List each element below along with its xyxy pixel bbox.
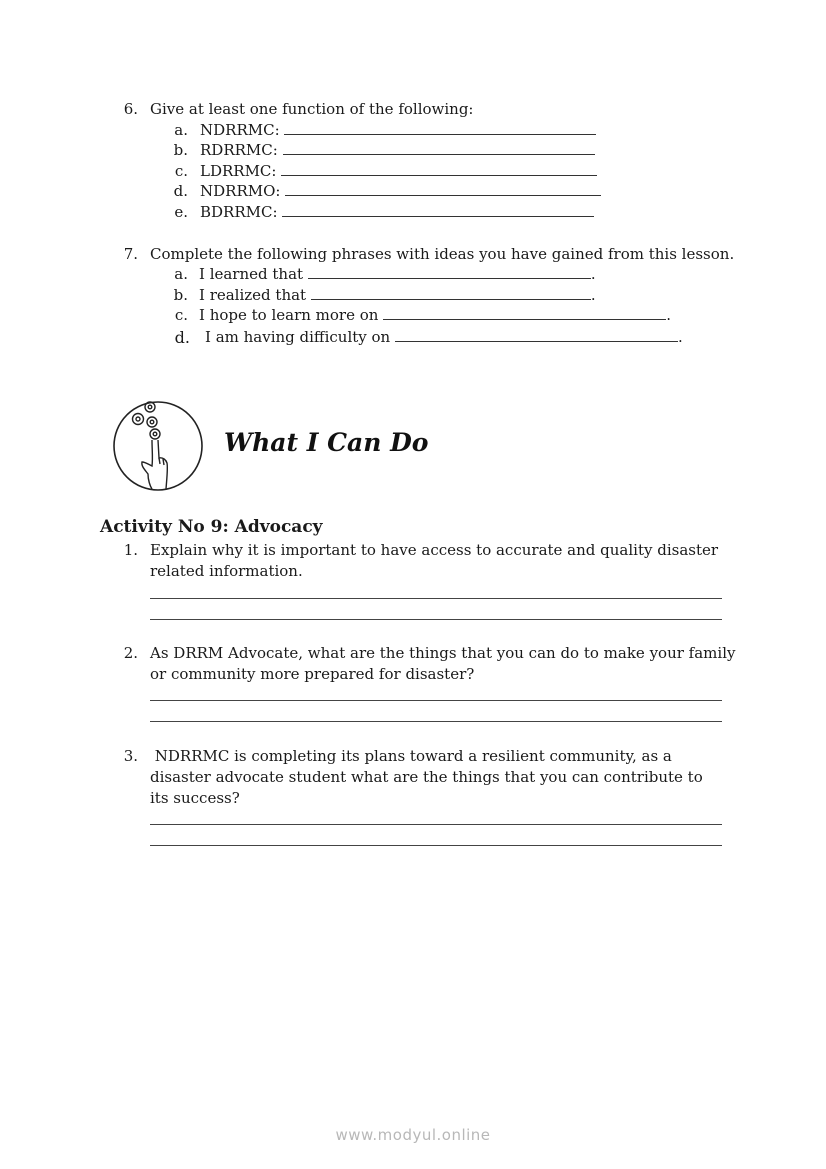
answer-line[interactable] xyxy=(150,619,722,620)
q7-item xyxy=(199,286,596,304)
q7-item-end: . xyxy=(590,265,596,283)
q6-item-label: LDRRMC: xyxy=(200,162,277,180)
q6-item-letter: b. xyxy=(173,141,188,159)
q7-item xyxy=(205,328,683,346)
q7-item-letter: b. xyxy=(173,286,188,304)
question-text: Explain why it is important to have access to accurate and quality disaster xyxy=(150,541,719,559)
q7-number: 7. xyxy=(123,245,138,263)
question-text: As DRRM Advocate, what are the things that you can do to make your family xyxy=(150,644,736,662)
answer-blank[interactable] xyxy=(281,162,597,176)
q6-item-letter: a. xyxy=(174,121,188,139)
q7-item-label: I hope to learn more on xyxy=(199,306,379,324)
q6-item-label: RDRRMC: xyxy=(200,141,278,159)
q6-item xyxy=(200,141,595,159)
q6-item-letter: e. xyxy=(174,203,188,221)
q7-prompt: Complete the following phrases with ideas you have gained from this lesson. xyxy=(150,245,735,263)
answer-line[interactable] xyxy=(150,598,722,599)
answer-line[interactable] xyxy=(150,845,722,846)
answer-blank[interactable] xyxy=(282,203,594,217)
q7-item xyxy=(199,265,596,283)
q7-item-letter: d. xyxy=(174,328,190,347)
question-text: its success? xyxy=(150,789,240,807)
answer-line[interactable] xyxy=(150,824,722,825)
q6-item-label: NDRRMO: xyxy=(200,182,281,200)
hand-gears-icon xyxy=(112,400,204,492)
q7-item-end: . xyxy=(666,306,671,324)
q7-item-label: I realized that xyxy=(199,286,307,304)
hand-gears-svg xyxy=(112,400,204,492)
answer-blank[interactable] xyxy=(395,328,678,342)
question-number: 1. xyxy=(123,541,138,559)
question-number: 3. xyxy=(123,747,138,765)
q7-item xyxy=(199,306,671,324)
question-number: 2. xyxy=(123,644,138,662)
q7-item-label: I am having difficulty on xyxy=(205,328,391,346)
q6-item xyxy=(200,203,594,221)
question-text: related information. xyxy=(150,562,303,580)
q6-prompt: Give at least one function of the following: xyxy=(150,100,474,118)
q7-item-letter: c. xyxy=(174,306,188,324)
q7-item-end: . xyxy=(678,328,683,346)
activity-title: Activity No 9: Advocacy xyxy=(100,517,323,537)
answer-blank[interactable] xyxy=(284,121,596,135)
watermark: www.modyul.online xyxy=(335,1126,491,1144)
q6-item-label: NDRRMC: xyxy=(200,121,280,139)
q6-item xyxy=(200,162,597,180)
section-title: What I Can Do xyxy=(224,428,429,457)
q7-item-letter: a. xyxy=(174,265,188,283)
question-text: disaster advocate student what are the things that you can contribute to xyxy=(150,768,703,786)
answer-blank[interactable] xyxy=(383,306,666,320)
answer-blank[interactable] xyxy=(311,286,591,300)
answer-line[interactable] xyxy=(150,721,722,722)
q6-number: 6. xyxy=(123,100,138,118)
answer-blank[interactable] xyxy=(283,141,595,155)
answer-blank[interactable] xyxy=(285,182,601,196)
q7-item-label: I learned that xyxy=(199,265,304,283)
q7-item-end: . xyxy=(590,286,596,304)
answer-line[interactable] xyxy=(150,700,722,701)
q6-item-label: BDRRMC: xyxy=(200,203,278,221)
q6-item xyxy=(200,182,601,200)
question-text: or community more prepared for disaster? xyxy=(150,665,475,683)
q6-item xyxy=(200,121,596,139)
q6-item-letter: d. xyxy=(173,182,188,200)
answer-blank[interactable] xyxy=(308,265,591,279)
question-text: NDRRMC is completing its plans toward a resilient community, as a xyxy=(150,747,672,765)
q6-item-letter: c. xyxy=(174,162,188,180)
